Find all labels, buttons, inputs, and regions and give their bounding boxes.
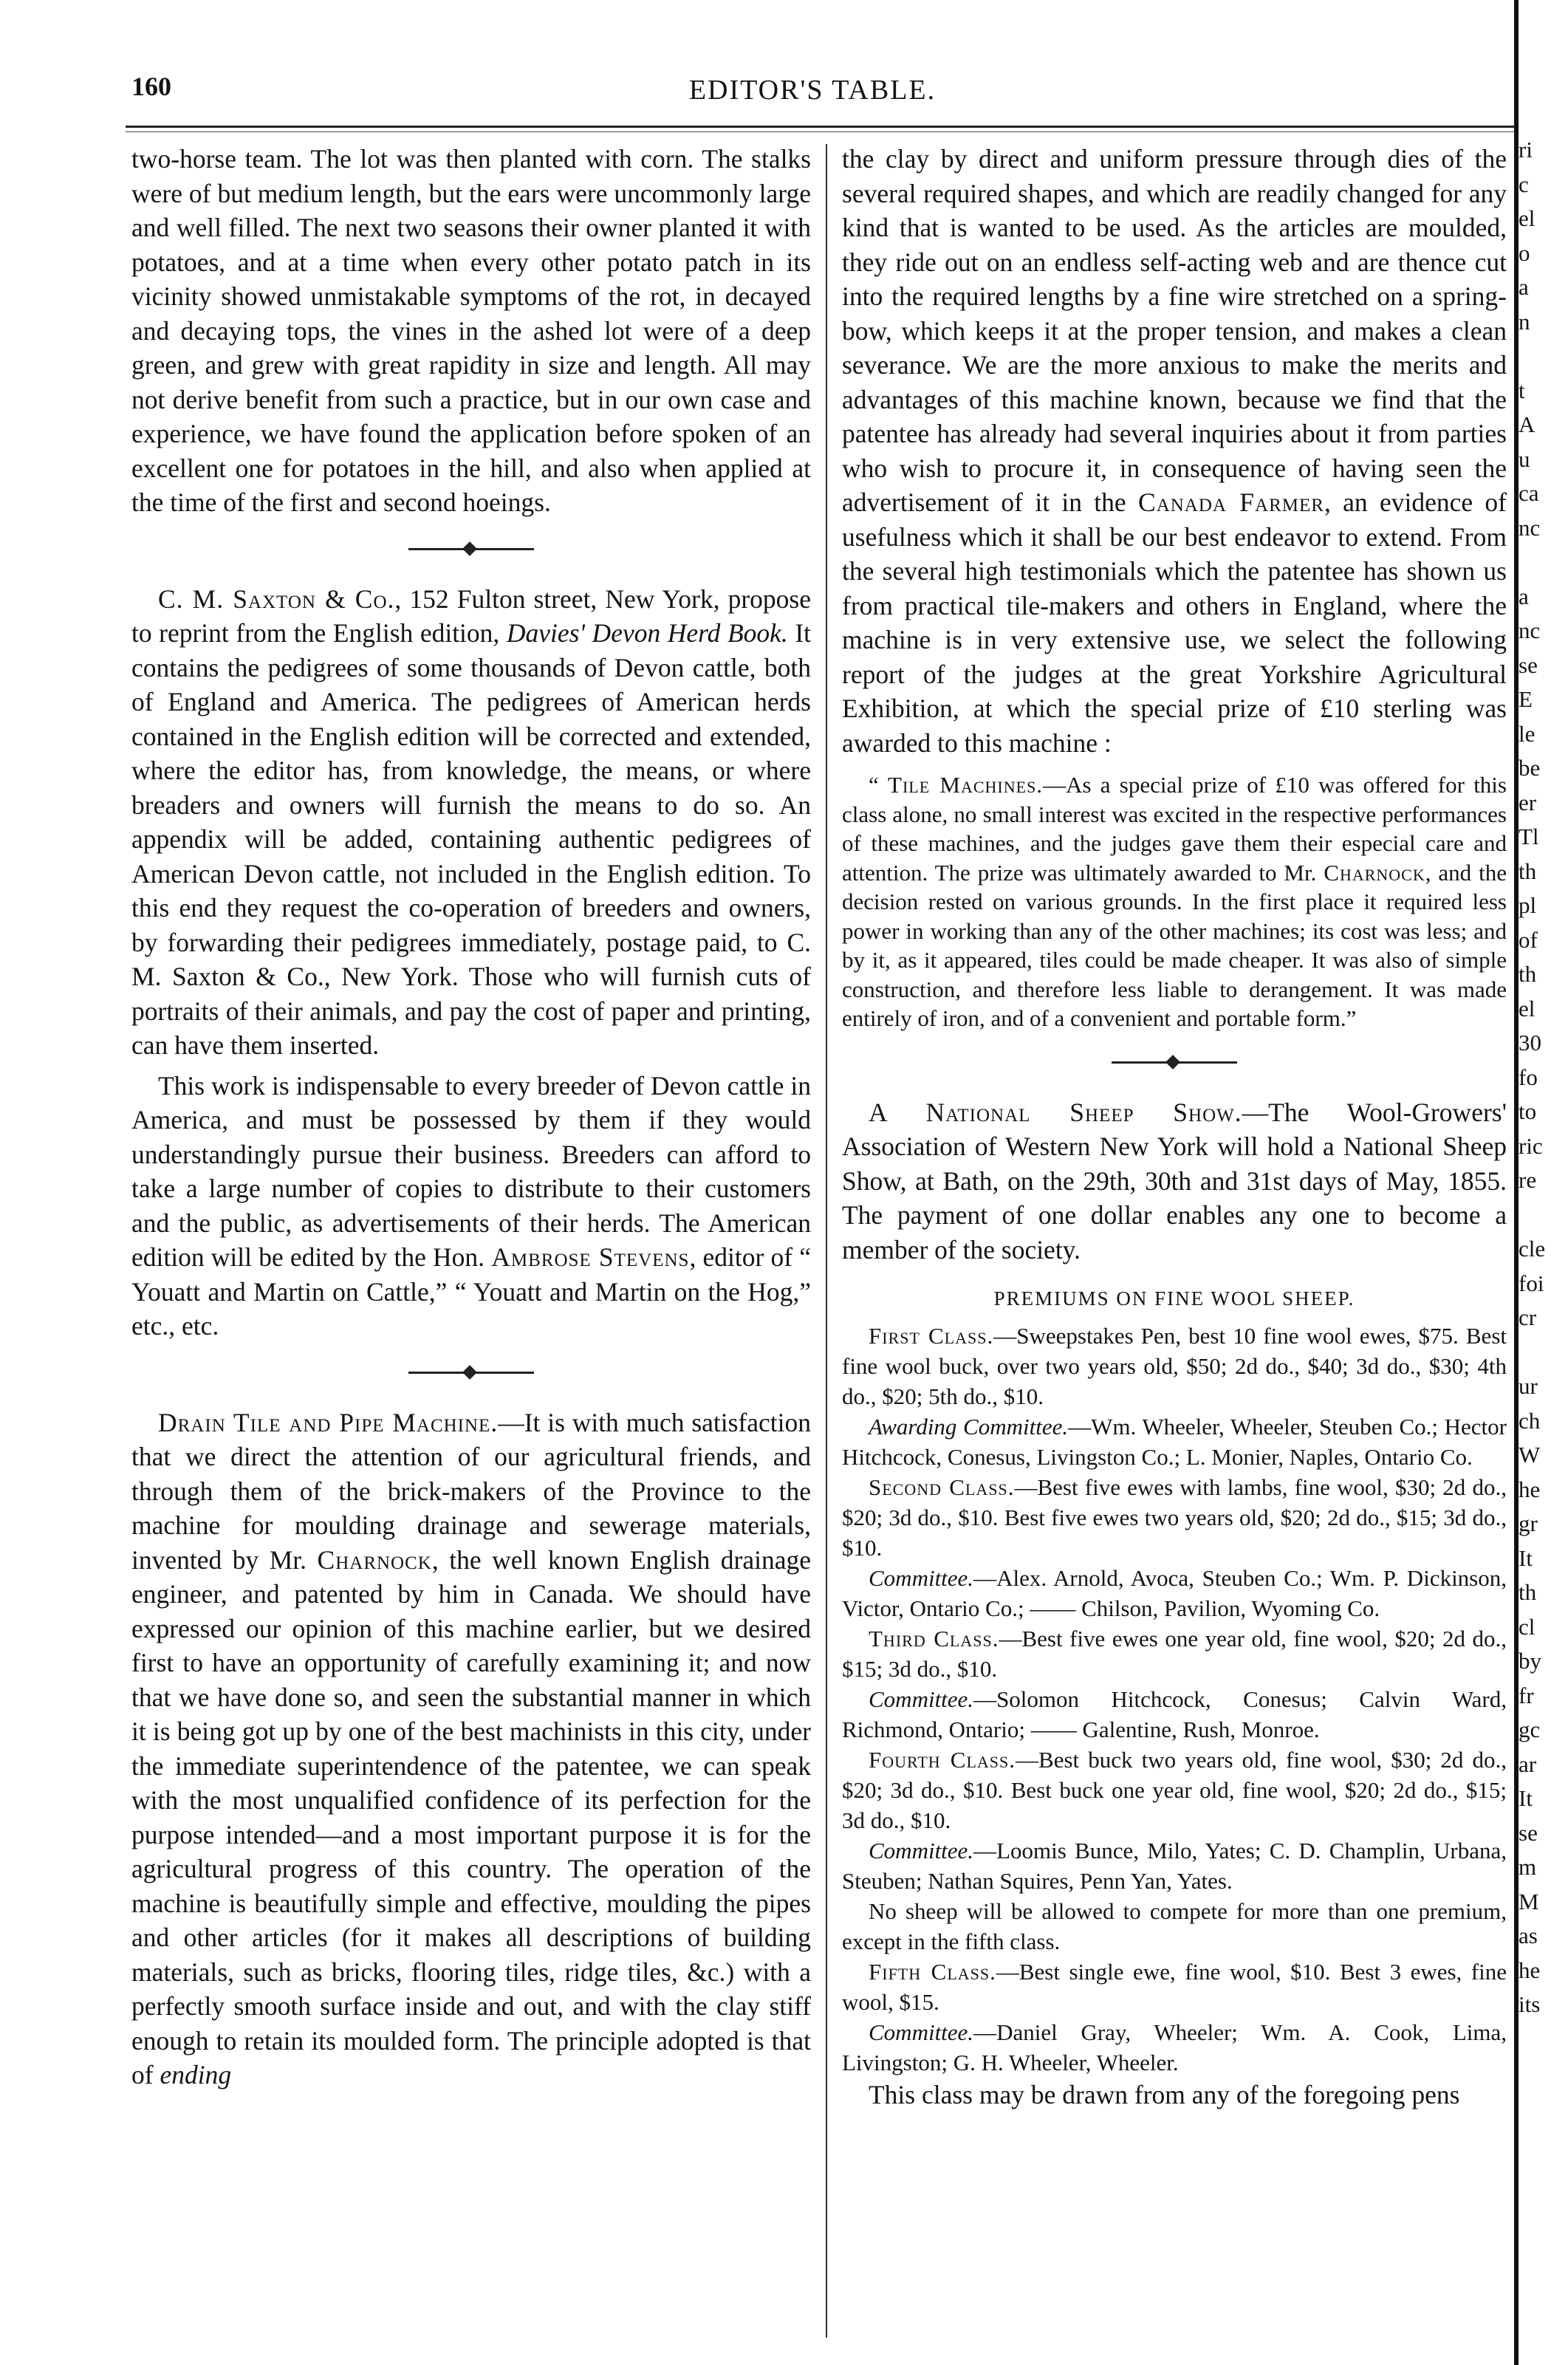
gutter-fragment: m	[1519, 1854, 1537, 1880]
gutter-fragment: o	[1519, 239, 1530, 266]
first-class	[842, 1321, 1507, 1411]
drain-tile-text-1: —It is with much satisfaction that we direct the attention of our agricultural friends, and through them of the brick-makers of the Province to the machine for moulding drainage and sewerage materials, invented by Mr.	[131, 1407, 811, 1575]
gutter-fragment: pl	[1519, 892, 1537, 918]
gutter-fragment: 30	[1519, 1030, 1541, 1055]
gutter-fragment: el	[1519, 205, 1536, 231]
gutter-fragment: be	[1519, 755, 1541, 781]
gutter-fragment: A	[1519, 411, 1536, 437]
saxton-text-1: , 152 Fulton street, New York, propose to reprint from the English edition,	[131, 583, 811, 648]
gutter-fragment: fr	[1519, 1682, 1534, 1708]
section-divider	[408, 541, 534, 557]
drain-tile-end-word: ending	[160, 2060, 232, 2090]
last-line: This class may be drawn from any of the foregoing pens	[869, 2079, 1460, 2109]
fifth-class	[842, 1957, 1507, 2017]
third-committee	[842, 1684, 1507, 1745]
section-divider	[1112, 1054, 1237, 1070]
gutter-fragment	[1519, 1335, 1563, 1370]
gutter-fragment: ri	[1519, 137, 1533, 162]
page-number: 160	[131, 72, 171, 101]
gutter-fragment: t	[1519, 377, 1525, 403]
fifth-committee-lead: Committee.	[869, 2019, 974, 2045]
gutter-fragment: a	[1519, 583, 1529, 609]
fifth-class-lead: Fifth Class.	[869, 1958, 996, 1985]
gutter-fragment: M	[1519, 1888, 1539, 1914]
no-sheep-rule: No sheep will be allowed to compete for more than one premium, except in the fifth class.	[842, 1897, 1507, 1954]
third-class-text: —Best five ewes one year old, fine wool, $20; 2d do., $15; 3d do., $10.	[842, 1625, 1507, 1682]
gutter-fragment: It	[1519, 1785, 1533, 1811]
devon-editor-name: Ambrose Stevens	[491, 1242, 690, 1272]
machine-text-1: the clay by direct and uniform pressure through dies of the several required shapes, and which are readily changed for any kind that is wanted to be used. As the articles are moulded, they ride out on an endless self-acting web and are thence cut into the required lengths by a fine wire stretched on a spring-bow, which keeps it at the proper tension, and makes a clean severance. We are the more anxious to make the merits and advantages of this machine known, because we find that the patentee has already had several inquiries about it from parties who wish to procure it, in consequence of having seen the advertisement of it in the	[842, 144, 1507, 517]
left-column	[131, 142, 811, 2092]
fourth-class-text: —Best buck two years old, fine wool, $30; 2d do., $20; 3d do., $10. Best buck one year old, fine wool, $20; 2d do., $15; 3d do., $10.	[842, 1746, 1507, 1833]
gutter-fragment: nc	[1519, 617, 1541, 643]
awarding-committee	[842, 1411, 1507, 1472]
gutter-fragment: foi	[1519, 1270, 1544, 1296]
gutter-fragment: c	[1519, 171, 1529, 197]
awarding-committee-text: —Wm. Wheeler, Wheeler, Steuben Co.; Hector Hitchcock, Conesus, Livingston Co.; L. Monier, Naples, Ontario Co.	[842, 1413, 1507, 1470]
quote-name: Charnock	[1324, 859, 1425, 886]
gutter-fragment: nc	[1519, 514, 1541, 541]
gutter-fragment: he	[1519, 1476, 1541, 1502]
gutter-fragment: cle	[1519, 1236, 1546, 1262]
fourth-committee-text: —Loomis Bunce, Milo, Yates; C. D. Champlin, Urbana, Steuben; Nathan Squires, Penn Yan, Yates.	[842, 1837, 1507, 1894]
quote-text-2: , and the decision rested on various grounds. In the first place it required less power in working than any of the other machines; its cost was less; and by it, as it appeared, tiles could be made cheaper. It was also of simple construction, and therefore less liable to derangement. It was made entirely of iron, and of a convenient and portable form.”	[842, 859, 1507, 1031]
third-committee-lead: Committee.	[869, 1685, 974, 1712]
gutter-fragment: gr	[1519, 1510, 1538, 1536]
fourth-committee	[842, 1835, 1507, 1896]
header-rule-thin	[126, 131, 1514, 132]
running-head: EDITOR'S TABLE.	[688, 75, 937, 106]
saxton-lead: C. M. Saxton & Co.	[158, 583, 395, 614]
gutter-fragment	[1519, 1198, 1563, 1233]
judges-report-quote	[842, 770, 1507, 1033]
gutter-fragment: by	[1519, 1648, 1541, 1674]
gutter-fragment: as	[1519, 1923, 1538, 1948]
fourth-class	[842, 1745, 1507, 1835]
devon-text-1: This work is indispensable to every breeder of Devon cattle in America, and must be possessed by them if they would understandingly pursue their business. Breeders can afford to take a large number of copies to distribute to their customers and the public, as advertisements of their herds. The American edition will be edited by the Hon.	[131, 1070, 811, 1272]
gutter-fragment: ar	[1519, 1750, 1537, 1777]
second-class-text: —Best five ewes with lambs, fine wool, $30; 2d do., $20; 3d do., $10. Best five ewes two years old, $20; 2d do., $15; 3d do., $10.	[842, 1474, 1507, 1561]
drain-tile-lead: Drain Tile and Pipe Machine.	[158, 1407, 499, 1437]
second-committee	[842, 1563, 1507, 1623]
gutter-fragment: gc	[1519, 1717, 1541, 1742]
third-class-lead: Third Class.	[869, 1625, 999, 1652]
gutter-fragment: ur	[1519, 1373, 1538, 1399]
gutter-fragment	[1519, 545, 1563, 580]
machine-paragraph	[842, 142, 1507, 760]
quote-lead: Tile Machines.	[888, 772, 1044, 798]
quote-text-1: —As a special prize of £10 was offered for this class alone, no small interest was excited in the respective performances of these machines, and the judges gave them their especial care and attention. The prize was ultimately awarded to Mr.	[842, 772, 1507, 886]
fifth-committee-text: —Daniel Gray, Wheeler; Wm. A. Cook, Lima, Livingston; G. H. Wheeler, Wheeler.	[842, 2019, 1507, 2075]
gutter-fragment: se	[1519, 651, 1538, 678]
gutter-fragment: ch	[1519, 1407, 1541, 1434]
potato-paragraph: two-horse team. The lot was then planted with corn. The stalks were of but medium length, but the ears were uncommonly large and well filled. The next two seasons their owner planted it with potatoes, and at a time when every other potato patch in its vicinity showed unmistakable symptoms of the rot, in decayed and decaying tops, the vines in the ashed lot were of a deep green, and grew with great rapidity in size and length. All may not derive benefit from such a practice, but in our own case and experience, we have found the application before spoken of an excellent one for potatoes in the hill, and also when applied at the time of the first and second hoeings.	[131, 144, 811, 517]
gutter-fragment: a	[1519, 274, 1529, 300]
premiums-heading: PREMIUMS ON FINE WOOL SHEEP.	[993, 1287, 1355, 1310]
gutter-fragment: n	[1519, 308, 1530, 335]
column-rule	[826, 144, 827, 2338]
third-class	[842, 1623, 1507, 1684]
right-column	[842, 142, 1507, 2350]
fourth-class-lead: Fourth Class.	[869, 1746, 1016, 1773]
second-committee-text: —Alex. Arnold, Avoca, Steuben Co.; Wm. P. Dickinson, Victor, Ontario Co.; —— Chilson, Pavilion, Wyoming Co.	[842, 1564, 1507, 1621]
gutter-fragment: It	[1519, 1544, 1533, 1571]
gutter-fragment: re	[1519, 1167, 1537, 1193]
sheep-show-lead: A National Sheep Show.	[869, 1097, 1242, 1127]
gutter-fragment: of	[1519, 926, 1538, 953]
first-class-lead: First Class.	[869, 1322, 994, 1349]
header-rule	[126, 126, 1514, 128]
gutter-fragment: th	[1519, 1579, 1537, 1605]
devon-paragraph	[131, 1069, 811, 1344]
gutter-fragment: fo	[1519, 1064, 1538, 1090]
gutter-fragment: he	[1519, 1957, 1541, 1983]
section-divider	[408, 1364, 534, 1380]
saxton-text-2: It contains the pedigrees of some thousands of Devon cattle, both of England and America. The pedigrees of American herds contained in the English edition will be corrected and extended, where the editor has, from knowledge, the means, or where breaders and owners will furnish the means to do so. An appendix will be added, containing authentic pedigrees of American Devon cattle, not included in the English edition. To this end they request the co-operation of breeders and owners, by forwarding their pedigrees immediately, postage paid, to C. M. Saxton & Co., New York. Those who will furnish cuts of portraits of their animals, and pay the cost of paper and printing, can have them inserted.	[131, 618, 811, 1060]
drain-tile-text-2: , the well known English drainage engineer, and patented by him in Canada. We should have expressed our opinion of this machine earlier, but we desired first to have an opportunity of carefully examining it; and now that we have done so, and seen the substantial manner in which it is being got up by one of the best machinists in this city, under the immediate superintendence of the patentee, we can speak with the most unqualified confidence of its perfection for the purpose intended—and a most important purpose it is for the agricultural progress of this country. The operation of the machine is beautifully simple and effective, moulding the pipes and other articles (for it makes all descriptions of building materials, such as bricks, flooring tiles, ridge tiles, &c.) with a perfectly smooth surface inside and out, and with the clay stiff enough to retain its moulded form. The principle adopted is that of	[131, 1544, 811, 2090]
gutter-fragment: E	[1519, 686, 1533, 712]
saxton-paragraph	[131, 582, 811, 1063]
gutter-fragment: er	[1519, 789, 1537, 815]
third-committee-text: —Solomon Hitchcock, Conesus; Calvin Ward, Richmond, Ontario; —— Galentine, Rush, Monroe.	[842, 1685, 1507, 1742]
newspaper-name: Canada Farmer	[1138, 487, 1324, 517]
gutter-fragment: u	[1519, 445, 1530, 472]
gutter-fragment: Tl	[1519, 824, 1539, 849]
saxton-book-title: Davies' Devon Herd Book.	[506, 618, 788, 648]
fifth-committee	[842, 2017, 1507, 2078]
awarding-committee-lead: Awarding Committee.	[869, 1413, 1069, 1440]
gutter-fragment: W	[1519, 1442, 1541, 1468]
gutter-fragment: th	[1519, 961, 1537, 987]
machine-text-2: , an evidence of usefulness which it shall be our best endeavor to extend. From the several high testimonials which the patentee has shown us from practical tile-makers and others in England, where the machine is in very extensive use, we select the following report of the judges at the great Yorkshire Agricultural Exhibition, at which the special prize of £10 sterling was awarded to this machine :	[842, 487, 1507, 758]
devon-text-2: , editor of “ Youatt and Martin on Cattle,” “ Youatt and Martin on the Hog,” etc., etc.	[131, 1242, 811, 1341]
gutter-fragment: le	[1519, 720, 1536, 747]
quote-open: “	[869, 772, 889, 798]
second-class	[842, 1472, 1507, 1563]
gutter-fragment: cl	[1519, 1613, 1536, 1640]
gutter-fragment: cr	[1519, 1304, 1537, 1330]
second-committee-lead: Committee.	[869, 1564, 974, 1591]
gutter-fragment	[1519, 339, 1563, 374]
first-class-text: —Sweepstakes Pen, best 10 fine wool ewes, $75. Best fine wool buck, over two years old, $50; 2d do., $40; 3d do., $30; 4th do., $20; 5th do., $10.	[842, 1322, 1507, 1409]
second-class-lead: Second Class.	[869, 1474, 1015, 1500]
next-page-gutter-fragments	[1519, 133, 1563, 2022]
fourth-committee-lead: Committee.	[869, 1837, 974, 1863]
gutter-fragment: th	[1519, 858, 1537, 884]
fifth-class-text: —Best single ewe, fine wool, $10. Best 3 ewes, fine wool, $15.	[842, 1958, 1507, 2015]
gutter-fragment: ric	[1519, 1132, 1543, 1159]
gutter-fragment: se	[1519, 1819, 1538, 1846]
gutter-fragment: to	[1519, 1098, 1537, 1124]
gutter-fragment: ca	[1519, 480, 1539, 506]
drain-tile-inventor: Charnock	[317, 1544, 432, 1575]
sheep-show-text: —The Wool-Growers' Association of Western New York will hold a National Sheep Show, at Bath, on the 29th, 30th and 31st days of May, 1855. The payment of one dollar enables any one to become a member of the society.	[842, 1097, 1507, 1264]
gutter-fragment: its	[1519, 1991, 1541, 2017]
drain-tile-paragraph	[131, 1406, 811, 2092]
sheep-show-paragraph	[842, 1095, 1507, 1267]
gutter-fragment: el	[1519, 995, 1536, 1021]
